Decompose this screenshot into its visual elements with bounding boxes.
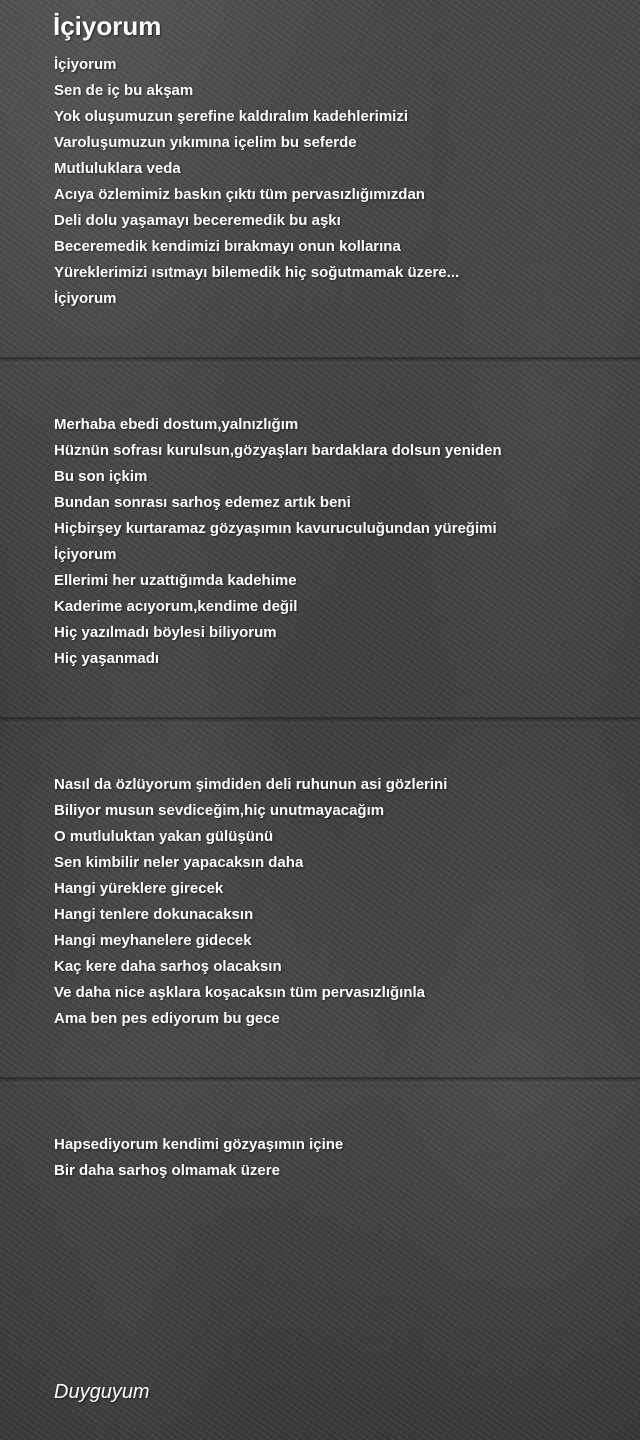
poem-title: İçiyorum bbox=[53, 11, 162, 41]
section-divider bbox=[0, 718, 640, 722]
section-divider bbox=[0, 1078, 640, 1082]
poem-line: O mutluluktan yakan gülüşünü bbox=[54, 828, 274, 845]
poem-line: Bu son içkim bbox=[54, 468, 148, 485]
poem-line: Hüznün sofrası kurulsun,gözyaşları bardaklara dolsun yeniden bbox=[54, 442, 502, 459]
poem-line: Hangi tenlere dokunacaksın bbox=[54, 906, 254, 923]
poem-line: Merhaba ebedi dostum,yalnızlığım bbox=[54, 416, 299, 433]
poem-line: Ve daha nice aşklara koşacaksın tüm pervasızlığınla bbox=[54, 984, 426, 1001]
stanza-4 bbox=[54, 1132, 343, 1184]
poem-line: Hiçbirşey kurtaramaz gözyaşımın kavuruculuğundan yüreğimi bbox=[54, 520, 497, 537]
poem-line: Hangi meyhanelere gidecek bbox=[54, 932, 252, 949]
poem-line: Ama ben pes ediyorum bu gece bbox=[54, 1010, 280, 1027]
poem-line: İçiyorum bbox=[54, 290, 117, 307]
poem-line: Hapsediyorum kendimi gözyaşımın içine bbox=[54, 1136, 344, 1153]
poem-line: Bir daha sarhoş olmamak üzere bbox=[54, 1162, 280, 1179]
poem-line: Yok oluşumuzun şerefine kaldıralım kadehlerimizi bbox=[54, 108, 408, 125]
poem-line: Deli dolu yaşamayı beceremedik bu aşkı bbox=[54, 212, 341, 229]
poem-line: Kaderime acıyorum,kendime değil bbox=[54, 598, 298, 615]
stanza-2 bbox=[54, 412, 502, 672]
stanza-3 bbox=[54, 772, 447, 1032]
poem-line: Mutluluklara veda bbox=[54, 160, 181, 177]
poem-line: Nasıl da özlüyorum şimdiden deli ruhunun asi gözlerini bbox=[54, 776, 448, 793]
section-divider bbox=[0, 358, 640, 362]
poem-line: Bundan sonrası sarhoş edemez artık beni bbox=[54, 494, 351, 511]
poem-line: Sen de iç bu akşam bbox=[54, 82, 194, 99]
poem-line: Hiç yaşanmadı bbox=[54, 650, 160, 667]
poem-author: Duyguyum bbox=[54, 1381, 150, 1403]
poem-line: Acıya özlemimiz baskın çıktı tüm pervasızlığımızdan bbox=[54, 186, 425, 203]
poem-line: Ellerimi her uzattığımda kadehime bbox=[54, 572, 297, 589]
poem-line: Beceremedik kendimizi bırakmayı onun kollarına bbox=[54, 238, 401, 255]
poem-line: Kaç kere daha sarhoş olacaksın bbox=[54, 958, 282, 975]
poem-line: Biliyor musun sevdiceğim,hiç unutmayacağım bbox=[54, 802, 385, 819]
poem-line: Hangi yüreklere girecek bbox=[54, 880, 224, 897]
stanza-1 bbox=[54, 52, 459, 312]
poem-line: Yüreklerimizi ısıtmayı bilemedik hiç soğutmamak üzere... bbox=[54, 264, 460, 281]
poem-line: Hiç yazılmadı böylesi biliyorum bbox=[54, 624, 277, 641]
poem-line: İçiyorum bbox=[54, 56, 117, 73]
poem-line: İçiyorum bbox=[54, 546, 117, 563]
poem-line: Sen kimbilir neler yapacaksın daha bbox=[54, 854, 304, 871]
poem-line: Varoluşumuzun yıkımına içelim bu seferde bbox=[54, 134, 357, 151]
